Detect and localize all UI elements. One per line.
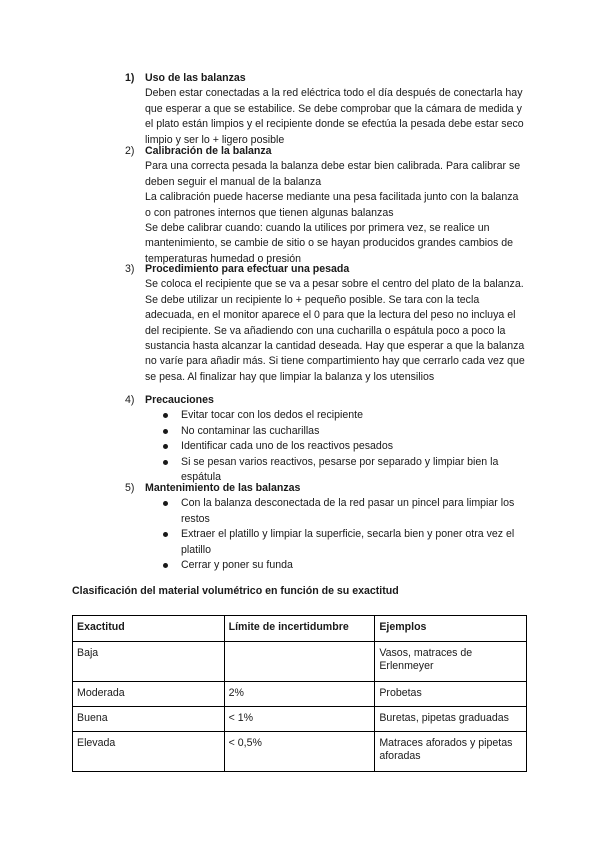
table-cell: Vasos, matraces de Erlenmeyer bbox=[375, 642, 527, 682]
table-header-row bbox=[73, 616, 527, 642]
section-procedimiento bbox=[125, 262, 525, 385]
list-item: Identificar cada uno de los reactivos pesados bbox=[161, 439, 525, 454]
section-title: Uso de las balanzas bbox=[145, 72, 246, 84]
section-paragraph: Deben estar conectadas a la red eléctrica todo el día después de conectarla hay que esperar a que se estabilice. Se debe comprobar que la cámara de medida y el plato están limpios y el recipiente donde se efectúa la pesada debe estar seco limpio y ser lo + ligero posible bbox=[145, 87, 524, 146]
section-paragraph: Para una correcta pesada la balanza debe estar bien calibrada. Para calibrar se deben seguir el manual de la balanza bbox=[145, 160, 521, 188]
list-item: Cerrar y poner su funda bbox=[161, 558, 525, 573]
section-number: 5) bbox=[125, 482, 135, 494]
table-header-cell: Límite de incertidumbre bbox=[224, 616, 375, 642]
table-title: Clasificación del material volumétrico en función de su exactitud bbox=[72, 585, 399, 597]
table-cell: Elevada bbox=[73, 732, 225, 772]
section-number: 1) bbox=[125, 72, 135, 84]
section-number: 2) bbox=[125, 145, 135, 157]
table-cell bbox=[224, 642, 375, 682]
table-cell: Buena bbox=[73, 707, 225, 732]
section-precauciones bbox=[125, 393, 525, 485]
table-cell: Buretas, pipetas graduadas bbox=[375, 707, 527, 732]
section-uso-balanzas bbox=[125, 71, 525, 148]
list-item: Si se pesan varios reactivos, pesarse por separado y limpiar bien la espátula bbox=[161, 455, 525, 486]
section-title: Precauciones bbox=[145, 394, 214, 406]
table-cell: < 0,5% bbox=[224, 732, 375, 772]
list-item: Extraer el platillo y limpiar la superficie, secarla bien y poner otra vez el platillo bbox=[161, 527, 525, 558]
section-paragraph: Se debe calibrar cuando: cuando la utilices por primera vez, se realice un mantenimiento, se cambie de sitio o se hayan producidos grandes cambios de temperaturas humedad o presión bbox=[145, 222, 514, 265]
section-mantenimiento bbox=[125, 481, 525, 573]
table-row bbox=[73, 642, 527, 682]
section-title: Calibración de la balanza bbox=[145, 145, 272, 157]
section-calibracion bbox=[125, 144, 525, 267]
table-cell: < 1% bbox=[224, 707, 375, 732]
table-header-cell: Ejemplos bbox=[375, 616, 527, 642]
table-cell: Matraces aforados y pipetas aforadas bbox=[375, 732, 527, 772]
table-cell: Probetas bbox=[375, 682, 527, 707]
table-cell: Moderada bbox=[73, 682, 225, 707]
exactitud-table bbox=[72, 615, 527, 772]
list-item: Evitar tocar con los dedos el recipiente bbox=[161, 408, 525, 423]
section-number: 3) bbox=[125, 263, 135, 275]
section-number: 4) bbox=[125, 394, 135, 406]
section-title: Mantenimiento de las balanzas bbox=[145, 482, 301, 494]
table-row bbox=[73, 707, 527, 732]
table-cell: 2% bbox=[224, 682, 375, 707]
section-paragraph: La calibración puede hacerse mediante una pesa facilitada junto con la balanza o con patrones internos que tienen algunas balanzas bbox=[145, 191, 519, 219]
section-title: Procedimiento para efectuar una pesada bbox=[145, 263, 350, 275]
section-paragraph: Se coloca el recipiente que se va a pesar sobre el centro del plato de la balanza. Se debe utilizar un recipiente lo + pequeño posible. Se tara con la tecla adecuada, en el monitor aparece el 0 para que la lectura del peso no incluya el del recipiente. Se va añadiendo con una cucharilla o espátula poco a poco la sustancia hasta alcanzar la cantidad deseada. Hay que esperar a que la balanza no varíe para añadir más. Si tiene compartimiento hay que cerrarlo cada vez que se pesa. Al finalizar hay que limpiar la balanza y los utensilios bbox=[145, 278, 525, 383]
bullet-list bbox=[125, 408, 525, 485]
table-row bbox=[73, 682, 527, 707]
table-header-cell: Exactitud bbox=[73, 616, 225, 642]
bullet-list bbox=[125, 496, 525, 573]
table-cell: Baja bbox=[73, 642, 225, 682]
table-row bbox=[73, 732, 527, 772]
list-item: No contaminar las cucharillas bbox=[161, 424, 525, 439]
list-item: Con la balanza desconectada de la red pasar un pincel para limpiar los restos bbox=[161, 496, 525, 527]
